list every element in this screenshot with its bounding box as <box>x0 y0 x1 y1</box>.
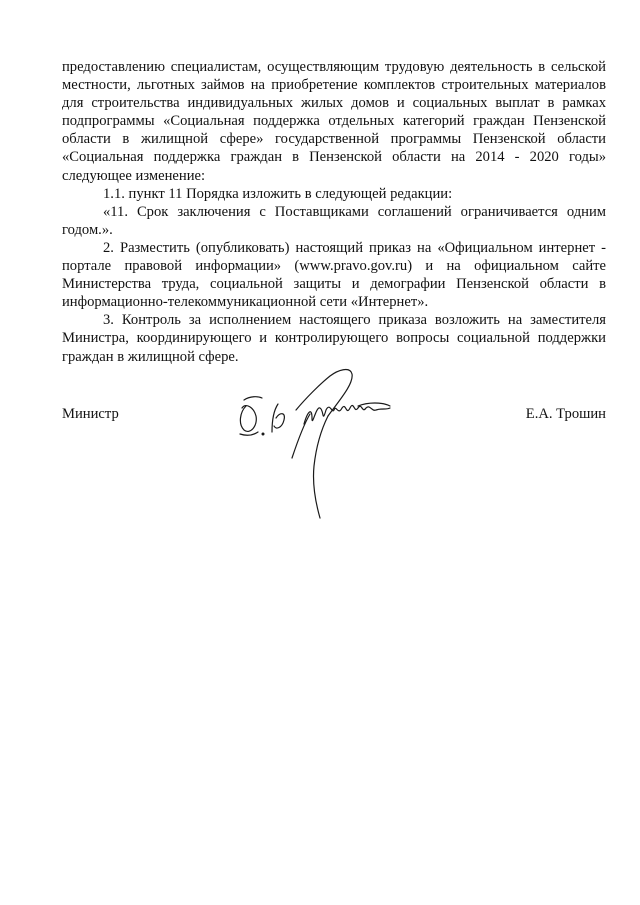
position-title: Министр <box>62 406 119 422</box>
paragraph-intro-continuation: предоставлению специалистам, осуществляющим трудовую деятельность в сельской местности, льготных займов на приобретение комплектов строительных материалов для строительства индивидуальных жилых домов и социальных выплат в рамках подпрограммы «Социальная поддержка отдельных категорий граждан Пензенской области в жилищной сфере» государственной программы Пензенской области «Социальная поддержка граждан в Пензенской области на 2014 - 2020 годы» следующее изменение: <box>62 59 606 184</box>
document-body <box>62 58 606 366</box>
paragraph-item-2: 2. Разместить (опубликовать) настоящий приказ на «Официальном интернет - портале правовой информации» (www.pravo.gov.ru) и на официальном сайте Министерства труда, социальной защиты и демографии Пензенской области в информационно-телекоммуникационной сети «Интернет». <box>62 239 606 311</box>
handwritten-signature-icon <box>232 362 394 522</box>
signature-row <box>62 405 606 425</box>
signer-name: Е.А. Трошин <box>525 406 606 422</box>
paragraph-item-1-1: 1.1. пункт 11 Порядка изложить в следующей редакции: <box>103 185 453 202</box>
paragraph-item-3: 3. Контроль за исполнением настоящего приказа возложить на заместителя Министра, координирующего и контролирующего вопросы социальной поддержки граждан в жилищной сфере. <box>62 312 606 365</box>
paragraph-quoted-item-11: «11. Срок заключения с Поставщиками соглашений ограничивается одним годом.». <box>62 203 606 238</box>
